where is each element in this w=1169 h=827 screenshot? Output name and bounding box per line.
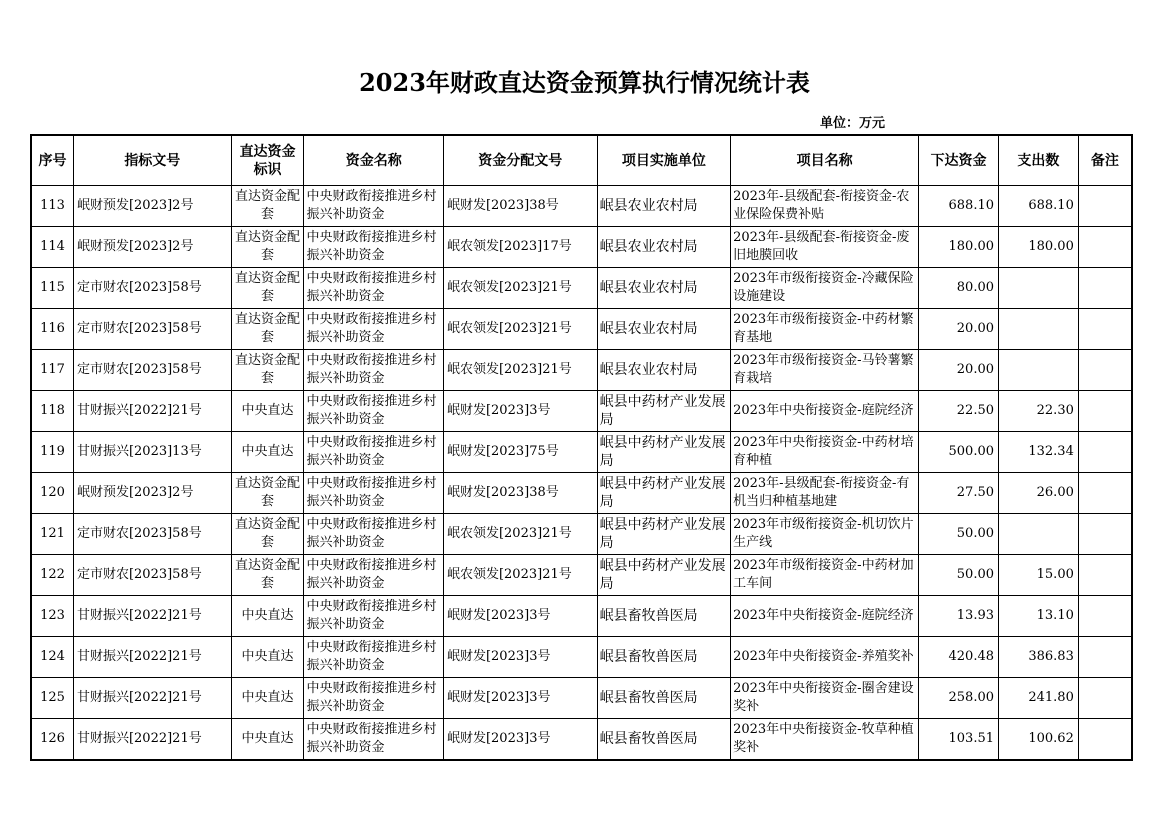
project-name-cell: 2023年中央衔接资金-中药材培育种植 [731,432,919,473]
row-number-cell: 119 [31,432,73,473]
fund-name-cell: 中央财政衔接推进乡村振兴补助资金 [304,391,444,432]
spent-amount-cell [999,350,1079,391]
remark-cell [1078,514,1132,555]
issued-amount-cell: 103.51 [919,719,999,761]
spent-amount-cell: 241.80 [999,678,1079,719]
implementing-unit-cell: 岷县畜牧兽医局 [597,678,730,719]
allocation-document-number-cell: 岷财发[2023]38号 [443,473,597,514]
allocation-document-number-cell: 岷财发[2023]75号 [443,432,597,473]
index-document-number-cell: 甘财振兴[2022]21号 [73,719,231,761]
allocation-document-number-cell: 岷农领发[2023]21号 [443,350,597,391]
direct-fund-flag-cell: 直达资金配套 [231,350,304,391]
fund-name-cell: 中央财政衔接推进乡村振兴补助资金 [304,227,444,268]
project-name-cell: 2023年市级衔接资金-机切饮片生产线 [731,514,919,555]
fund-name-cell: 中央财政衔接推进乡村振兴补助资金 [304,678,444,719]
direct-fund-flag-cell: 中央直达 [231,719,304,761]
index-document-number-cell: 定市财农[2023]58号 [73,350,231,391]
issued-amount-cell: 20.00 [919,350,999,391]
fund-name-cell: 中央财政衔接推进乡村振兴补助资金 [304,555,444,596]
row-number-cell: 114 [31,227,73,268]
direct-fund-flag-cell: 直达资金配套 [231,268,304,309]
remark-cell [1078,473,1132,514]
spent-amount-cell: 22.30 [999,391,1079,432]
remark-cell [1078,555,1132,596]
page-title: 2023年财政直达资金预算执行情况统计表 [359,68,810,97]
spent-amount-cell: 100.62 [999,719,1079,761]
index-document-number-cell: 甘财振兴[2022]21号 [73,596,231,637]
remark-cell [1078,678,1132,719]
project-name-cell: 2023年-县级配套-衔接资金-农业保险保费补贴 [731,186,919,227]
index-document-number-cell: 定市财农[2023]58号 [73,555,231,596]
row-number-cell: 123 [31,596,73,637]
project-name-cell: 2023年中央衔接资金-圈舍建设奖补 [731,678,919,719]
row-number-cell: 118 [31,391,73,432]
implementing-unit-cell: 岷县农业农村局 [597,309,730,350]
direct-fund-flag-cell: 直达资金配套 [231,514,304,555]
table-row [31,596,1132,637]
row-number-cell: 117 [31,350,73,391]
header-cell: 资金名称 [304,135,444,186]
direct-fund-flag-cell: 直达资金配套 [231,555,304,596]
allocation-document-number-cell: 岷财发[2023]3号 [443,391,597,432]
issued-amount-cell: 180.00 [919,227,999,268]
spent-amount-cell [999,268,1079,309]
direct-fund-flag-cell: 中央直达 [231,391,304,432]
allocation-document-number-cell: 岷财发[2023]3号 [443,637,597,678]
allocation-document-number-cell: 岷农领发[2023]17号 [443,227,597,268]
project-name-cell: 2023年-县级配套-衔接资金-有机当归种植基地建 [731,473,919,514]
project-name-cell: 2023年-县级配套-衔接资金-废旧地膜回收 [731,227,919,268]
direct-fund-flag-cell: 直达资金配套 [231,473,304,514]
row-number-cell: 115 [31,268,73,309]
direct-fund-flag-cell: 直达资金配套 [231,309,304,350]
row-number-cell: 120 [31,473,73,514]
direct-fund-flag-cell: 直达资金配套 [231,186,304,227]
fund-name-cell: 中央财政衔接推进乡村振兴补助资金 [304,473,444,514]
table-row [31,678,1132,719]
table-row [31,227,1132,268]
row-number-cell: 126 [31,719,73,761]
spent-amount-cell: 13.10 [999,596,1079,637]
implementing-unit-cell: 岷县农业农村局 [597,268,730,309]
issued-amount-cell: 420.48 [919,637,999,678]
issued-amount-cell: 688.10 [919,186,999,227]
remark-cell [1078,637,1132,678]
table-row [31,268,1132,309]
issued-amount-cell: 22.50 [919,391,999,432]
index-document-number-cell: 甘财振兴[2022]21号 [73,637,231,678]
remark-cell [1078,719,1132,761]
spent-amount-cell: 26.00 [999,473,1079,514]
issued-amount-cell: 50.00 [919,555,999,596]
fund-name-cell: 中央财政衔接推进乡村振兴补助资金 [304,309,444,350]
direct-fund-flag-cell: 中央直达 [231,432,304,473]
index-document-number-cell: 岷财预发[2023]2号 [73,473,231,514]
fund-name-cell: 中央财政衔接推进乡村振兴补助资金 [304,637,444,678]
remark-cell [1078,350,1132,391]
implementing-unit-cell: 岷县畜牧兽医局 [597,719,730,761]
fund-name-cell: 中央财政衔接推进乡村振兴补助资金 [304,596,444,637]
table-row [31,555,1132,596]
project-name-cell: 2023年市级衔接资金-马铃薯繁育栽培 [731,350,919,391]
fund-name-cell: 中央财政衔接推进乡村振兴补助资金 [304,514,444,555]
table-row [31,514,1132,555]
issued-amount-cell: 80.00 [919,268,999,309]
table-row [31,637,1132,678]
allocation-document-number-cell: 岷农领发[2023]21号 [443,268,597,309]
table-row [31,391,1132,432]
remark-cell [1078,227,1132,268]
project-name-cell: 2023年中央衔接资金-养殖奖补 [731,637,919,678]
index-document-number-cell: 定市财农[2023]58号 [73,309,231,350]
implementing-unit-cell: 岷县中药材产业发展局 [597,391,730,432]
row-number-cell: 125 [31,678,73,719]
project-name-cell: 2023年市级衔接资金-中药材加工车间 [731,555,919,596]
remark-cell [1078,186,1132,227]
table-row [31,350,1132,391]
unit-label: 单位：万元 [820,116,886,131]
issued-amount-cell: 27.50 [919,473,999,514]
table-row [31,186,1132,227]
implementing-unit-cell: 岷县农业农村局 [597,227,730,268]
spent-amount-cell: 15.00 [999,555,1079,596]
header-cell: 序号 [31,135,73,186]
remark-cell [1078,268,1132,309]
index-document-number-cell: 岷财预发[2023]2号 [73,227,231,268]
allocation-document-number-cell: 岷农领发[2023]21号 [443,555,597,596]
table-row [31,432,1132,473]
header-cell: 资金分配文号 [443,135,597,186]
project-name-cell: 2023年中央衔接资金-牧草种植奖补 [731,719,919,761]
issued-amount-cell: 13.93 [919,596,999,637]
issued-amount-cell: 20.00 [919,309,999,350]
row-number-cell: 121 [31,514,73,555]
project-name-cell: 2023年市级衔接资金-冷藏保险设施建设 [731,268,919,309]
issued-amount-cell: 258.00 [919,678,999,719]
direct-fund-flag-cell: 直达资金配套 [231,227,304,268]
remark-cell [1078,432,1132,473]
row-number-cell: 116 [31,309,73,350]
remark-cell [1078,309,1132,350]
fund-name-cell: 中央财政衔接推进乡村振兴补助资金 [304,350,444,391]
fund-name-cell: 中央财政衔接推进乡村振兴补助资金 [304,719,444,761]
index-document-number-cell: 甘财振兴[2022]21号 [73,678,231,719]
implementing-unit-cell: 岷县中药材产业发展局 [597,514,730,555]
budget-table [30,134,1133,761]
index-document-number-cell: 岷财预发[2023]2号 [73,186,231,227]
allocation-document-number-cell: 岷财发[2023]3号 [443,678,597,719]
allocation-document-number-cell: 岷财发[2023]38号 [443,186,597,227]
spent-amount-cell: 386.83 [999,637,1079,678]
table-row [31,309,1132,350]
row-number-cell: 122 [31,555,73,596]
header-cell: 支出数 [999,135,1079,186]
fund-name-cell: 中央财政衔接推进乡村振兴补助资金 [304,186,444,227]
implementing-unit-cell: 岷县畜牧兽医局 [597,637,730,678]
remark-cell [1078,391,1132,432]
project-name-cell: 2023年中央衔接资金-庭院经济 [731,391,919,432]
fund-name-cell: 中央财政衔接推进乡村振兴补助资金 [304,432,444,473]
header-cell: 指标文号 [73,135,231,186]
fund-name-cell: 中央财政衔接推进乡村振兴补助资金 [304,268,444,309]
spent-amount-cell: 180.00 [999,227,1079,268]
direct-fund-flag-cell: 中央直达 [231,637,304,678]
spent-amount-cell: 132.34 [999,432,1079,473]
header-cell: 项目名称 [731,135,919,186]
index-document-number-cell: 甘财振兴[2022]21号 [73,391,231,432]
implementing-unit-cell: 岷县中药材产业发展局 [597,432,730,473]
index-document-number-cell: 甘财振兴[2023]13号 [73,432,231,473]
implementing-unit-cell: 岷县中药材产业发展局 [597,555,730,596]
project-name-cell: 2023年市级衔接资金-中药材繁育基地 [731,309,919,350]
table-header-row [31,135,1132,186]
direct-fund-flag-cell: 中央直达 [231,678,304,719]
header-cell: 直达资金标识 [231,135,304,186]
row-number-cell: 113 [31,186,73,227]
spent-amount-cell [999,514,1079,555]
table-row [31,473,1132,514]
implementing-unit-cell: 岷县农业农村局 [597,186,730,227]
allocation-document-number-cell: 岷财发[2023]3号 [443,719,597,761]
spent-amount-cell: 688.10 [999,186,1079,227]
index-document-number-cell: 定市财农[2023]58号 [73,514,231,555]
implementing-unit-cell: 岷县农业农村局 [597,350,730,391]
row-number-cell: 124 [31,637,73,678]
allocation-document-number-cell: 岷财发[2023]3号 [443,596,597,637]
table-row [31,719,1132,761]
implementing-unit-cell: 岷县中药材产业发展局 [597,473,730,514]
spent-amount-cell [999,309,1079,350]
issued-amount-cell: 50.00 [919,514,999,555]
issued-amount-cell: 500.00 [919,432,999,473]
header-cell: 备注 [1078,135,1132,186]
remark-cell [1078,596,1132,637]
allocation-document-number-cell: 岷农领发[2023]21号 [443,309,597,350]
direct-fund-flag-cell: 中央直达 [231,596,304,637]
index-document-number-cell: 定市财农[2023]58号 [73,268,231,309]
header-cell: 下达资金 [919,135,999,186]
implementing-unit-cell: 岷县畜牧兽医局 [597,596,730,637]
allocation-document-number-cell: 岷农领发[2023]21号 [443,514,597,555]
project-name-cell: 2023年中央衔接资金-庭院经济 [731,596,919,637]
header-cell: 项目实施单位 [597,135,730,186]
